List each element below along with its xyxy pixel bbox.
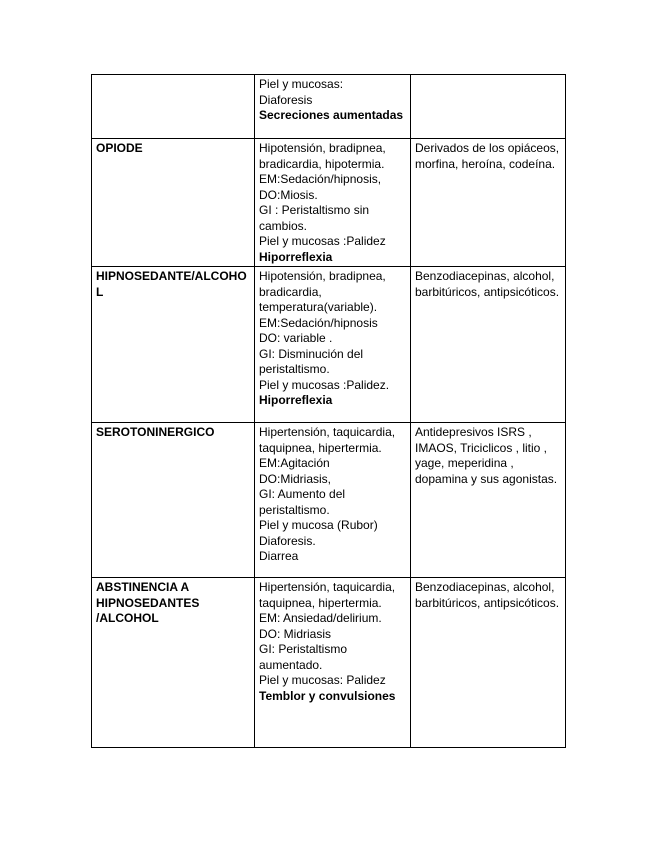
syndrome-name-cell [92,423,255,578]
sign-line: GI : Peristaltismo sin cambios. [259,203,370,233]
sign-line: Diaforesis. [259,533,316,548]
sign-line: Piel y mucosas: [259,77,344,91]
sign-line: Piel y mucosas :Palidez [259,234,386,248]
sign-line: Diarrea [259,549,299,563]
syndrome-name: HIPNOSEDANTE/ALCOHOL [96,269,247,299]
syndrome-name-cell [92,578,255,748]
sign-line: EM:Sedación/hipnosis [259,315,378,330]
causal-agents: Antidepresivos ISRS , IMAOS, Triciclicos , litio , yage, meperidina , dopamina y sus agonistas. [415,425,558,486]
sign-line: GI: Disminución del peristaltismo. [259,346,364,376]
syndrome-name-cell [92,75,255,139]
table-row [92,267,566,423]
sign-line: EM:Sedación/hipnosis, [259,172,382,186]
causal-agents-cell [411,423,566,578]
sign-line: DO: Midriasis [259,626,332,641]
causal-agents-cell [411,139,566,267]
causal-agents-cell [411,578,566,748]
table-row [92,139,566,267]
syndrome-name-cell [92,267,255,423]
sign-line: Hipotensión, bradipnea, bradicardia, temperatura(variable). [259,269,386,314]
sign-line: Hipertensión, taquicardia, taquipnea, hipertermia. [259,425,396,455]
clinical-signs-cell [255,267,411,423]
syndrome-name: ABSTINENCIA A HIPNOSEDANTES /ALCOHOL [96,580,200,625]
clinical-signs-cell [255,423,411,578]
toxidrome-table [91,74,566,748]
sign-line: EM: Ansiedad/delirium. [259,611,382,625]
table-row [92,75,566,139]
causal-agents-cell [411,267,566,423]
sign-line: Hipertensión, taquicardia, taquipnea, hipertermia. [259,580,396,610]
sign-line: DO:Midriasis, [259,471,332,486]
causal-agents: Benzodiacepinas, alcohol, barbitúricos, antipsicóticos. [415,269,560,299]
sign-line: DO:Miosis. [259,187,318,202]
sign-line: Piel y mucosas: Palidez [259,673,386,687]
sign-line: Piel y mucosa (Rubor) [259,518,378,532]
sign-line: GI: Aumento del peristaltismo. [259,487,346,517]
sign-line: Secreciones aumentadas [259,108,404,122]
sign-line: Temblor y convulsiones [259,688,396,703]
sign-line: GI: Peristaltismo aumentado. [259,642,348,672]
sign-line: Piel y mucosas :Palidez. [259,377,390,392]
table-row [92,578,566,748]
causal-agents: Benzodiacepinas, alcohol, barbitúricos, antipsicóticos. [415,580,560,610]
causal-agents: Derivados de los opiáceos, morfina, heroína, codeína. [415,141,560,171]
sign-line: DO: variable . [259,331,333,345]
clinical-signs-cell [255,75,411,139]
sign-line: EM:Agitación [259,456,330,470]
sign-line: Hipotensión, bradipnea, bradicardia, hipotermia. [259,141,386,171]
syndrome-name-cell [92,139,255,267]
syndrome-name: SEROTONINERGICO [96,425,215,439]
sign-line: Hiporreflexia [259,393,333,407]
causal-agents-cell [411,75,566,139]
table-row [92,423,566,578]
syndrome-name: OPIODE [96,141,143,155]
clinical-signs-cell [255,578,411,748]
sign-line: Diaforesis [259,92,313,107]
sign-line: Hiporreflexia [259,249,333,264]
clinical-signs-cell [255,139,411,267]
